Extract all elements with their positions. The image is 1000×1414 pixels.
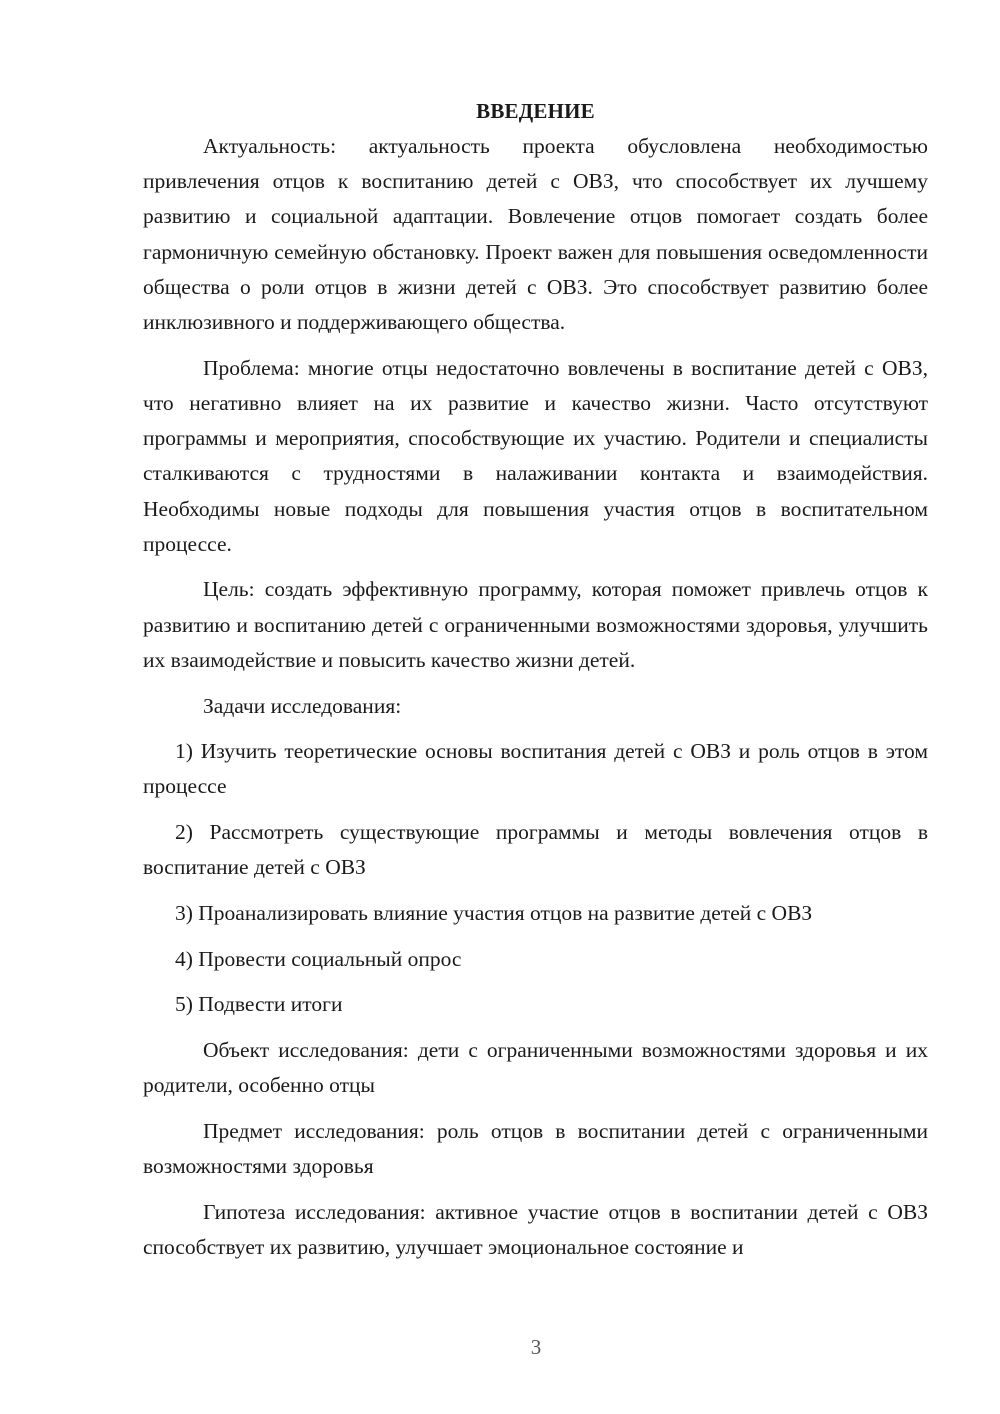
paragraph-problem: Проблема: многие отцы недостаточно вовлечены в воспитание детей с ОВЗ, что негативно влияет на их развитие и качество жизни. Часто отсутствуют программы и мероприятия, способствующие их участию. Родители и специалисты сталкиваются с трудностями в налаживании контакта и взаимодействия. Необходимы новые подходы для повышения участия отцов в воспитательном процессе. (143, 355, 928, 556)
paragraph-goal: Цель: создать эффективную программу, которая поможет привлечь отцов к развитию и воспитанию детей с ограниченными возможностями здоровья, улучшить их взаимодействие и повысить качество жизни детей. (143, 577, 928, 672)
task-item-2: 2) Рассмотреть существующие программы и методы вовлечения отцов в воспитание детей с ОВЗ (143, 820, 928, 880)
page-number: 3 (530, 1335, 542, 1359)
task-item-4: 4) Провести социальный опрос (175, 946, 462, 971)
paragraph-subject: Предмет исследования: роль отцов в воспитании детей с ограниченными возможностями здоровья (143, 1119, 928, 1179)
page-title: ВВЕДЕНИЕ (476, 99, 595, 123)
paragraph-relevance: Актуальность: актуальность проекта обусловлена необходимостью привлечения отцов к воспитанию детей с ОВЗ, что способствует их лучшему развитию и социальной адаптации. Вовлечение отцов помогает создать более гармоничную семейную обстановку. Проект важен для повышения осведомленности общества о роли отцов в жизни детей с ОВЗ. Это способствует развитию более инклюзивного и поддерживающего общества. (143, 134, 928, 335)
paragraph-object: Объект исследования: дети с ограниченными возможностями здоровья и их родители, особенно отцы (143, 1038, 928, 1098)
task-item-5: 5) Подвести итоги (175, 992, 343, 1017)
paragraph-hypothesis: Гипотеза исследования: активное участие отцов в воспитании детей с ОВЗ способствует их развитию, улучшает эмоциональное состояние и (143, 1199, 928, 1260)
tasks-heading: Задачи исследования: (203, 693, 402, 718)
task-item-1: 1) Изучить теоретические основы воспитания детей с ОВЗ и роль отцов в этом процессе (143, 739, 928, 799)
page-content (143, 94, 928, 1265)
task-item-3: 3) Проанализировать влияние участия отцов на развитие детей с ОВЗ (175, 901, 813, 926)
